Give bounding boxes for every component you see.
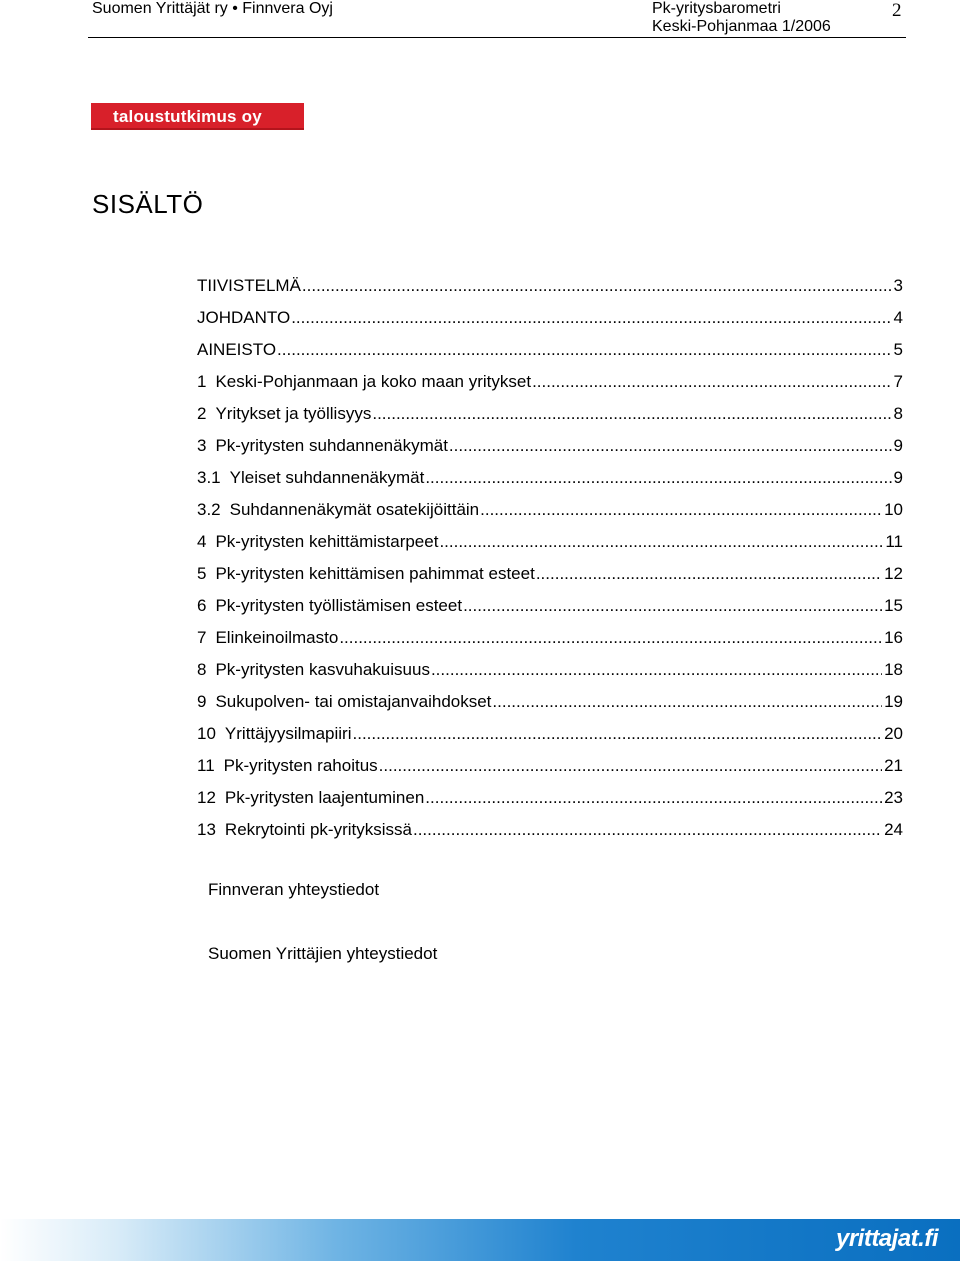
header-right-text <box>652 0 831 36</box>
toc-dot-leader <box>439 526 883 558</box>
toc-dot-leader <box>413 814 882 846</box>
toc-title: Yleiset suhdannenäkymät <box>229 468 425 487</box>
toc-entry[interactable] <box>197 526 903 558</box>
toc-entry[interactable] <box>197 590 903 622</box>
toc-dot-leader <box>492 686 882 718</box>
toc-title: AINEISTO <box>197 340 277 359</box>
toc-page-number: 9 <box>893 468 903 487</box>
footer-band <box>0 1219 960 1261</box>
toc-section-number: 3 <box>197 436 207 455</box>
toc-page-number: 16 <box>884 628 903 647</box>
toc-dot-leader <box>277 334 891 366</box>
header-publication: Pk-yritysbarometri <box>652 0 781 17</box>
yrittajat-logo: yrittajat.fi <box>835 1225 938 1252</box>
toc-section-number: 12 <box>197 788 216 807</box>
toc-page-number: 9 <box>893 436 903 455</box>
toc-page-number: 10 <box>884 500 903 519</box>
toc-title: Keski-Pohjanmaan ja koko maan yritykset <box>215 372 532 391</box>
taloustutkimus-logo: taloustutkimus oy <box>91 103 304 130</box>
toc-page-number: 23 <box>884 788 903 807</box>
toc-dot-leader <box>425 782 882 814</box>
toc-section-number: 10 <box>197 724 216 743</box>
toc-page-number: 11 <box>885 532 903 551</box>
finnvera-contacts-heading: Finnveran yhteystiedot <box>208 880 380 899</box>
toc-dot-leader <box>536 558 882 590</box>
toc-section-number: 7 <box>197 628 207 647</box>
header-edition: Keski-Pohjanmaa 1/2006 <box>652 18 831 35</box>
toc-entry[interactable] <box>197 494 903 526</box>
toc-title: Rekrytointi pk-yrityksissä <box>224 820 412 839</box>
toc-title: Yritykset ja työllisyys <box>215 404 372 423</box>
toc-title: Pk-yritysten laajentuminen <box>224 788 425 807</box>
toc-entry[interactable] <box>197 462 903 494</box>
toc-title: Yrittäjyysilmapiiri <box>224 724 352 743</box>
toc-entry[interactable] <box>197 334 903 366</box>
toc-page-number: 24 <box>884 820 903 839</box>
toc-title: Pk-yritysten suhdannenäkymät <box>215 436 448 455</box>
toc-section-number: 9 <box>197 692 207 711</box>
toc-entry[interactable] <box>197 622 903 654</box>
toc-title: Pk-yritysten työllistämisen esteet <box>215 596 463 615</box>
toc-dot-leader <box>463 590 882 622</box>
toc-entry[interactable] <box>197 654 903 686</box>
toc-section-number: 2 <box>197 404 207 423</box>
toc-page-number: 15 <box>884 596 903 615</box>
toc-section-number: 1 <box>197 372 207 391</box>
toc-section-number: 3.2 <box>197 500 221 519</box>
table-of-contents <box>197 270 903 846</box>
toc-page-number: 3 <box>893 276 903 295</box>
toc-entry[interactable] <box>197 558 903 590</box>
toc-title: Sukupolven- tai omistajanvaihdokset <box>215 692 492 711</box>
toc-page-number: 7 <box>893 372 903 391</box>
toc-section-number: 11 <box>197 756 215 775</box>
toc-entry[interactable] <box>197 398 903 430</box>
toc-title: TIIVISTELMÄ <box>197 276 301 295</box>
toc-title: Pk-yritysten rahoitus <box>223 756 378 775</box>
toc-dot-leader <box>372 398 891 430</box>
toc-dot-leader <box>353 718 883 750</box>
toc-entry[interactable] <box>197 686 903 718</box>
toc-entry[interactable] <box>197 430 903 462</box>
toc-section-number: 8 <box>197 660 207 679</box>
toc-entry[interactable] <box>197 302 903 334</box>
toc-section-number: 4 <box>197 532 207 551</box>
toc-entry[interactable] <box>197 718 903 750</box>
page-title: SISÄLTÖ <box>92 189 204 219</box>
toc-dot-leader <box>425 462 891 494</box>
toc-section-number: 3.1 <box>197 468 221 487</box>
toc-dot-leader <box>480 494 882 526</box>
toc-entry[interactable] <box>197 366 903 398</box>
toc-dot-leader <box>532 366 891 398</box>
toc-dot-leader <box>431 654 882 686</box>
toc-section-number: 6 <box>197 596 207 615</box>
toc-page-number: 21 <box>884 756 903 775</box>
toc-title: Pk-yritysten kehittämisen pahimmat esteet <box>215 564 535 583</box>
header-rule <box>88 37 906 38</box>
toc-page-number: 5 <box>893 340 903 359</box>
toc-dot-leader <box>379 750 882 782</box>
toc-title: Pk-yritysten kehittämistarpeet <box>215 532 439 551</box>
toc-section-number: 13 <box>197 820 216 839</box>
toc-page-number: 20 <box>884 724 903 743</box>
toc-page-number: 4 <box>893 308 903 327</box>
toc-dot-leader <box>302 270 892 302</box>
toc-title: JOHDANTO <box>197 308 291 327</box>
toc-dot-leader <box>291 302 891 334</box>
toc-section-number: 5 <box>197 564 207 583</box>
toc-page-number: 19 <box>884 692 903 711</box>
page-number: 2 <box>892 0 902 21</box>
toc-title: Pk-yritysten kasvuhakuisuus <box>215 660 430 679</box>
yrittajat-contacts-heading: Suomen Yrittäjien yhteystiedot <box>208 944 438 963</box>
toc-title: Elinkeinoilmasto <box>215 628 339 647</box>
toc-entry[interactable] <box>197 750 903 782</box>
toc-dot-leader <box>449 430 892 462</box>
header-left-text: Suomen Yrittäjät ry • Finnvera Oyj <box>92 0 333 17</box>
toc-entry[interactable] <box>197 270 903 302</box>
toc-dot-leader <box>339 622 882 654</box>
toc-entry[interactable] <box>197 782 903 814</box>
toc-page-number: 8 <box>893 404 903 423</box>
toc-entry[interactable] <box>197 814 903 846</box>
toc-page-number: 12 <box>884 564 903 583</box>
toc-title: Suhdannenäkymät osatekijöittäin <box>229 500 480 519</box>
toc-page-number: 18 <box>884 660 903 679</box>
